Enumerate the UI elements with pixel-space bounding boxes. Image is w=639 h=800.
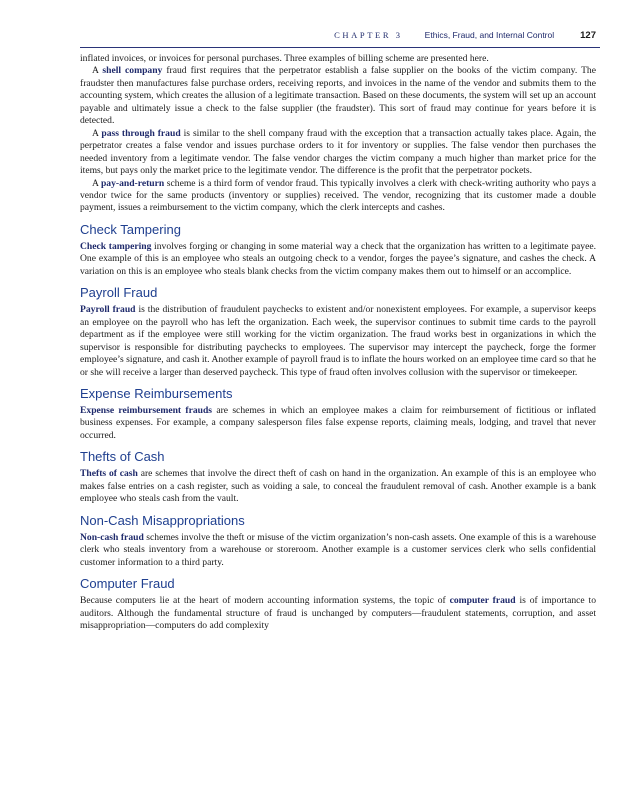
section-heading-non-cash: Non-Cash Misappropriations bbox=[80, 512, 245, 528]
check-tampering-paragraph: Check tampering involves forging or changing in some material way a check that the organization has written to a legitimate payee. One example of this is an employee who steals an outgoing check to a vendor, forges the payee’s signature, and cashes the check. A variation on this is an employee who steals blank checks from the victim company makes them out to himself or an accomplice. bbox=[80, 240, 596, 277]
section-heading-thefts-of-cash: Thefts of Cash bbox=[80, 449, 165, 465]
section-heading-check-tampering: Check Tampering bbox=[80, 221, 181, 237]
header-rule bbox=[80, 47, 600, 48]
pay-and-return-term: pay-and-return bbox=[100, 177, 165, 189]
thefts-of-cash-paragraph: Thefts of cash are schemes that involve the direct theft of cash on hand in the organization. An example of this is an employee who makes false entries on a cash register, such as voiding a sale, to conceal the fraudulent removal of cash. Another example is a bank employee who steals cash from the vault. bbox=[80, 468, 597, 505]
chapter-label: CHAPTER 3 bbox=[334, 30, 403, 40]
computer-fraud-paragraph: Because computers lie at the heart of modern accounting information systems, the topic of computer fraud is of importance to auditors. Although the fundamental structure of fraud is unchanged by computers—fraudulent statements, corruption, and asset misappropriation—computers do add complexity bbox=[80, 595, 596, 631]
expense-reimbursements-paragraph: Expense reimbursement frauds are schemes in which an employee makes a claim for reimbursement of fictitious or inflated business expenses. For example, a company salesperson files false expense reports, claiming meals, lodging, and travel that never occurred. bbox=[80, 404, 596, 441]
payroll-fraud-paragraph: Payroll fraud is the distribution of fraudulent paychecks to existent and/or nonexistent employees. For example, a supervisor keeps an employee on the payroll who has left the organization. Each week, the supervisor continues to submit time cards to the payroll department as if the employee were still working for the victim organization. The fraud works best in organizations in which the supervisor is responsible for distributing paychecks to employees. The supervisor may intercept the paycheck, forge the former employee’s signature, and cash it. Another example of payroll fraud is to inflate the hours worked on an employee time card so that he or she will receive a larger than deserved paycheck. This type of fraud often involves collusion with the supervisor or timekeeper. bbox=[80, 304, 596, 378]
section-heading-computer-fraud: Computer Fraud bbox=[80, 576, 175, 592]
payroll-fraud-term: Payroll fraud bbox=[80, 304, 136, 316]
non-cash-paragraph: Non-cash fraud schemes involve the theft or misuse of the victim organization’s non-cash assets. One example of this is a warehouse clerk who steals inventory from a warehouse or storeroom. Another example is a customer services clerk who sells confidential customer information to a third party. bbox=[80, 531, 597, 568]
chapter-title: Ethics, Fraud, and Internal Control bbox=[424, 30, 555, 40]
section-heading-expense-reimbursements: Expense Reimbursements bbox=[80, 385, 233, 401]
computer-fraud-term: computer fraud bbox=[449, 595, 516, 607]
expense-reimbursement-term: Expense reimbursement frauds bbox=[80, 404, 213, 416]
continuation-paragraph: inflated invoices, or invoices for personal purchases. Three examples of billing scheme are presented here. bbox=[80, 53, 489, 64]
section-heading-payroll-fraud: Payroll Fraud bbox=[80, 285, 158, 301]
shell-company-paragraph: A shell company fraud first requires that the perpetrator establish a false supplier on the books of the victim company. The fraudster then manufactures false purchase orders, receiving reports, and invoices in the name of the vendor and submits them to the accounting system, which creates the allusion of a legitimate transaction. Based on these documents, the system will set up an account payable and ultimately issue a check to the false supplier (the fraudster). This sort of fraud may continue for years before it is detected. bbox=[80, 65, 596, 127]
pass-through-term: pass through fraud bbox=[101, 127, 181, 139]
pay-and-return-paragraph: A pay-and-return scheme is a third form of vendor fraud. This typically involves a clerk with check-writing authority who pays a vendor twice for the same products (inventory or supplies) received. The vendor, recognizing that its customer made a double payment, issues a reimbursement to the victim company, which the clerk intercepts and cashes. bbox=[80, 177, 596, 214]
thefts-of-cash-term: Thefts of cash bbox=[80, 468, 138, 480]
non-cash-term: Non-cash fraud bbox=[80, 531, 144, 543]
page-number: 127 bbox=[580, 30, 596, 41]
pass-through-paragraph: A pass through fraud is similar to the shell company fraud with the exception that a transaction actually takes place. Again, the perpetrator creates a false vendor and issues purchase orders to it for inventory or supplies. The false vendor then purchases the needed inventory from a legitimate vendor. The false vendor charges the victim company a much higher than market price for the items, but pays only the market price to the legitimate vendor. The difference is the profit that the perpetrator pockets. bbox=[80, 127, 596, 177]
running-head bbox=[80, 30, 596, 44]
textbook-page bbox=[80, 30, 596, 632]
shell-company-term: shell company bbox=[102, 65, 163, 77]
check-tampering-term: Check tampering bbox=[80, 240, 152, 252]
